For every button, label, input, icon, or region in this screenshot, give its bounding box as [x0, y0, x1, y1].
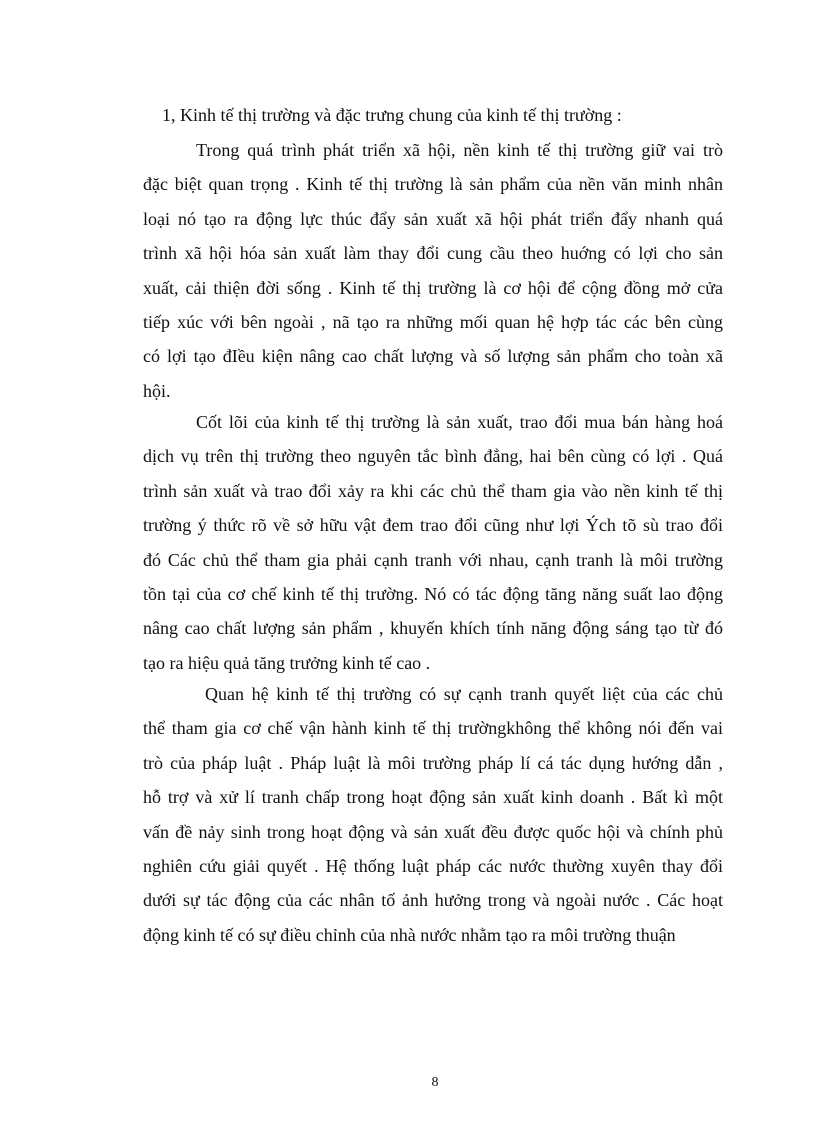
paragraph-line: hội.: [143, 380, 171, 401]
paragraph-line: dưới sự tác động của các nhân tố ảnh hưởng trong và ngoài nước . Các hoạt: [143, 890, 723, 911]
paragraph-line: trường ý thức rõ về sở hữu vật đem trao đổi cũng như lợi Ých tõ sù trao đổi: [143, 515, 723, 536]
paragraph-line: dịch vụ trên thị trường theo nguyên tắc bình đẳng, hai bên cùng có lợi . Quá: [143, 446, 723, 467]
section-heading: 1, Kinh tế thị trường và đặc trưng chung của kinh tế thị trường :: [162, 105, 622, 125]
paragraph-line: xuất, cải thiện đời sống . Kinh tế thị trường là cơ hội để cộng đồng mở cửa: [143, 277, 723, 298]
paragraph-3: [143, 677, 723, 952]
paragraph-1: [143, 133, 723, 408]
paragraph-line: động kinh tế có sự điều chỉnh của nhà nước nhằm tạo ra môi trường thuận: [143, 924, 676, 945]
paragraph-line: nghiên cứu giải quyết . Hệ thống luật pháp các nước thường xuyên thay đổi: [143, 855, 723, 876]
page-number: 8: [431, 1075, 439, 1090]
paragraph-line: Cốt lõi của kinh tế thị trường là sản xuất, trao đổi mua bán hàng hoá: [196, 412, 723, 432]
paragraph-line: đó Các chủ thể tham gia phải cạnh tranh với nhau, cạnh tranh là môi trường: [143, 549, 723, 570]
paragraph-line: tồn tại của cơ chế kinh tế thị trường. Nó có tác động tăng năng suất lao động: [143, 583, 723, 604]
paragraph-line: đặc biệt quan trọng . Kinh tế thị trường là sản phẩm của nền văn minh nhân: [143, 174, 723, 195]
paragraph-line: tiếp xúc với bên ngoài , nã tạo ra những mối quan hệ hợp tác các bên cùng: [143, 311, 723, 332]
paragraph-line: loại nó tạo ra động lực thúc đẩy sản xuất xã hội phát triển đẩy nhanh quá: [143, 208, 723, 229]
paragraph-line: trình sản xuất và trao đổi xảy ra khi các chủ thể tham gia vào nền kinh tế thị: [143, 480, 723, 501]
paragraph-line: có lợi tạo đIều kiện nâng cao chất lượng và số lượng sản phẩm cho toàn xã: [143, 346, 723, 367]
paragraph-line: trò của pháp luật . Pháp luật là môi trường pháp lí cá tác dụng hướng dẫn ,: [143, 752, 723, 773]
paragraph-line: Trong quá trình phát triển xã hội, nền kinh tế thị trường giữ vai trò: [196, 140, 723, 160]
paragraph-line: vấn đề nảy sinh trong hoạt động và sản xuất đều được quốc hội và chính phủ: [143, 821, 723, 842]
paragraph-line: tạo ra hiệu quả tăng trưởng kinh tế cao .: [143, 652, 431, 673]
paragraph-line: thể tham gia cơ chế vận hành kinh tế thị trườngkhông thể không nói đến vai: [143, 718, 723, 739]
paragraph-line: hỗ trợ và xử lí tranh chấp trong hoạt động sản xuất kinh doanh . Bất kì một: [143, 787, 723, 808]
paragraph-line: nâng cao chất lượng sản phẩm , khuyến khích tính năng động sáng tạo từ đó: [143, 618, 723, 639]
paragraph-line: trình xã hội hóa sản xuất làm thay đổi cung cầu theo huớng có lợi cho sản: [143, 243, 723, 264]
paragraph-line: Quan hệ kinh tế thị trường có sự cạnh tranh quyết liệt của các chủ: [205, 684, 723, 704]
paragraph-2: [143, 405, 723, 680]
